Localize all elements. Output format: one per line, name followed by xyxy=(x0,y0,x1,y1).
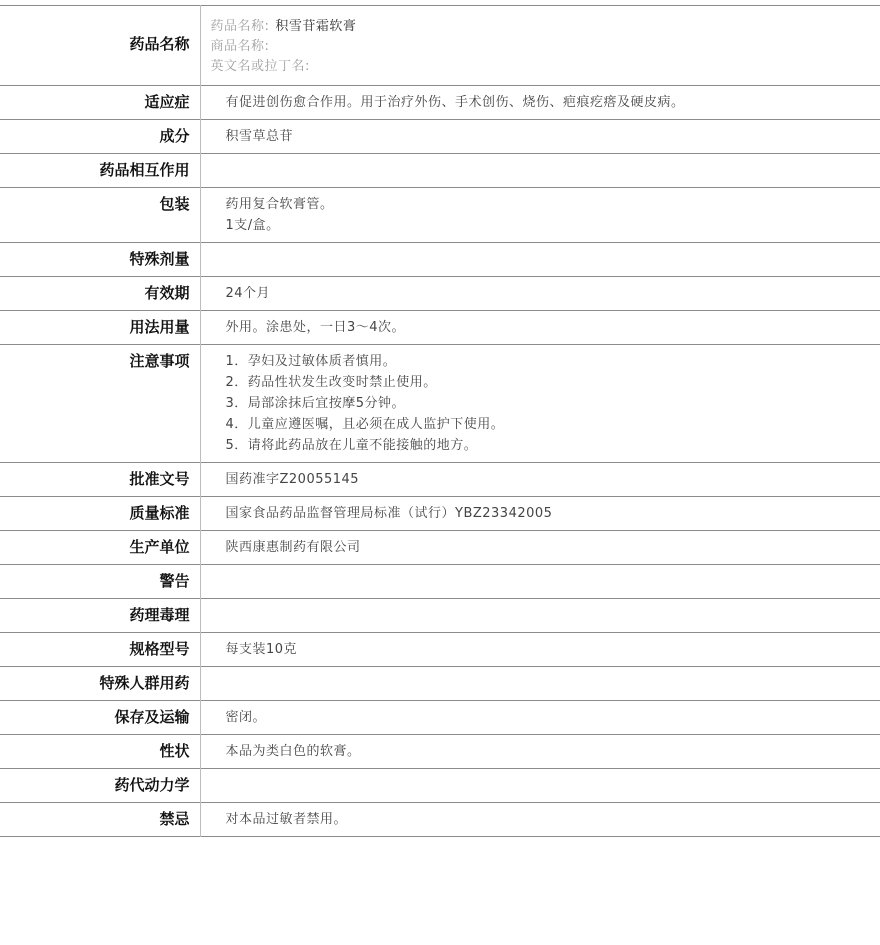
spec-label: 特殊剂量 xyxy=(0,243,200,277)
trade-name-key: 商品名称: xyxy=(211,39,270,54)
spec-row xyxy=(0,311,880,345)
spec-row xyxy=(0,531,880,565)
spec-value xyxy=(200,345,880,463)
spec-label: 包装 xyxy=(0,188,200,243)
spec-value-line: 积雪草总苷 xyxy=(226,126,880,147)
spec-row xyxy=(0,565,880,599)
spec-value xyxy=(200,311,880,345)
spec-row xyxy=(0,803,880,837)
spec-label: 性状 xyxy=(0,735,200,769)
trade-name-line xyxy=(211,37,880,57)
spec-row xyxy=(0,599,880,633)
spec-row xyxy=(0,735,880,769)
spec-label: 注意事项 xyxy=(0,345,200,463)
spec-value xyxy=(200,667,880,701)
spec-value-line: 1支/盒。 xyxy=(226,215,880,236)
spec-label: 药代动力学 xyxy=(0,769,200,803)
spec-label: 特殊人群用药 xyxy=(0,667,200,701)
spec-label: 质量标准 xyxy=(0,497,200,531)
spec-label: 药理毒理 xyxy=(0,599,200,633)
latin-name-key: 英文名或拉丁名: xyxy=(211,59,310,74)
spec-value xyxy=(200,803,880,837)
spec-row xyxy=(0,769,880,803)
spec-value xyxy=(200,599,880,633)
spec-value-line: 3．局部涂抹后宜按摩5分钟。 xyxy=(226,393,880,414)
spec-label: 用法用量 xyxy=(0,311,200,345)
spec-name-values xyxy=(200,6,880,86)
spec-value-line: 5．请将此药品放在儿童不能接触的地方。 xyxy=(226,435,880,456)
spec-label: 规格型号 xyxy=(0,633,200,667)
spec-value xyxy=(200,463,880,497)
spec-value-line: 陕西康惠制药有限公司 xyxy=(226,537,880,558)
spec-value-line: 密闭。 xyxy=(226,707,880,728)
spec-table-body xyxy=(0,6,880,837)
spec-label: 保存及运输 xyxy=(0,701,200,735)
spec-value-line: 4．儿童应遵医嘱，且必须在成人监护下使用。 xyxy=(226,414,880,435)
spec-value xyxy=(200,497,880,531)
spec-row xyxy=(0,188,880,243)
spec-value xyxy=(200,701,880,735)
spec-label: 生产单位 xyxy=(0,531,200,565)
drug-spec-table xyxy=(0,5,880,837)
spec-row-drug-name xyxy=(0,6,880,86)
spec-row xyxy=(0,120,880,154)
spec-value xyxy=(200,154,880,188)
spec-value-line: 每支装10克 xyxy=(226,639,880,660)
spec-row xyxy=(0,667,880,701)
spec-value-line: 2．药品性状发生改变时禁止使用。 xyxy=(226,372,880,393)
latin-name-line xyxy=(211,57,880,77)
spec-label: 禁忌 xyxy=(0,803,200,837)
spec-value xyxy=(200,735,880,769)
spec-row xyxy=(0,345,880,463)
spec-row xyxy=(0,243,880,277)
generic-name-line xyxy=(211,17,880,37)
spec-row xyxy=(0,701,880,735)
spec-value xyxy=(200,769,880,803)
generic-name-value: 积雪苷霜软膏 xyxy=(275,19,356,34)
spec-label: 适应症 xyxy=(0,86,200,120)
spec-label: 药品相互作用 xyxy=(0,154,200,188)
spec-row xyxy=(0,86,880,120)
spec-value-line: 对本品过敏者禁用。 xyxy=(226,809,880,830)
spec-value-line: 外用。涂患处，一日3～4次。 xyxy=(226,317,880,338)
spec-row xyxy=(0,154,880,188)
spec-value xyxy=(200,120,880,154)
spec-value xyxy=(200,243,880,277)
spec-value xyxy=(200,188,880,243)
spec-value xyxy=(200,531,880,565)
spec-value xyxy=(200,565,880,599)
spec-value xyxy=(200,86,880,120)
spec-row xyxy=(0,497,880,531)
spec-value-line: 国药准字Z20055145 xyxy=(226,469,880,490)
spec-value-line: 本品为类白色的软膏。 xyxy=(226,741,880,762)
spec-row xyxy=(0,277,880,311)
spec-row xyxy=(0,463,880,497)
spec-label: 有效期 xyxy=(0,277,200,311)
spec-label: 成分 xyxy=(0,120,200,154)
spec-value xyxy=(200,633,880,667)
spec-label: 警告 xyxy=(0,565,200,599)
spec-label: 药品名称 xyxy=(0,6,200,86)
spec-label: 批准文号 xyxy=(0,463,200,497)
spec-value-line: 24个月 xyxy=(226,283,880,304)
spec-value-line: 国家食品药品监督管理局标准（试行）YBZ23342005 xyxy=(226,503,880,524)
generic-name-key: 药品名称: xyxy=(211,19,270,34)
spec-value-line: 1．孕妇及过敏体质者慎用。 xyxy=(226,351,880,372)
spec-value xyxy=(200,277,880,311)
spec-value-line: 有促进创伤愈合作用。用于治疗外伤、手术创伤、烧伤、疤痕疙瘩及硬皮病。 xyxy=(226,92,880,113)
spec-value-line: 药用复合软膏管。 xyxy=(226,194,880,215)
spec-row xyxy=(0,633,880,667)
